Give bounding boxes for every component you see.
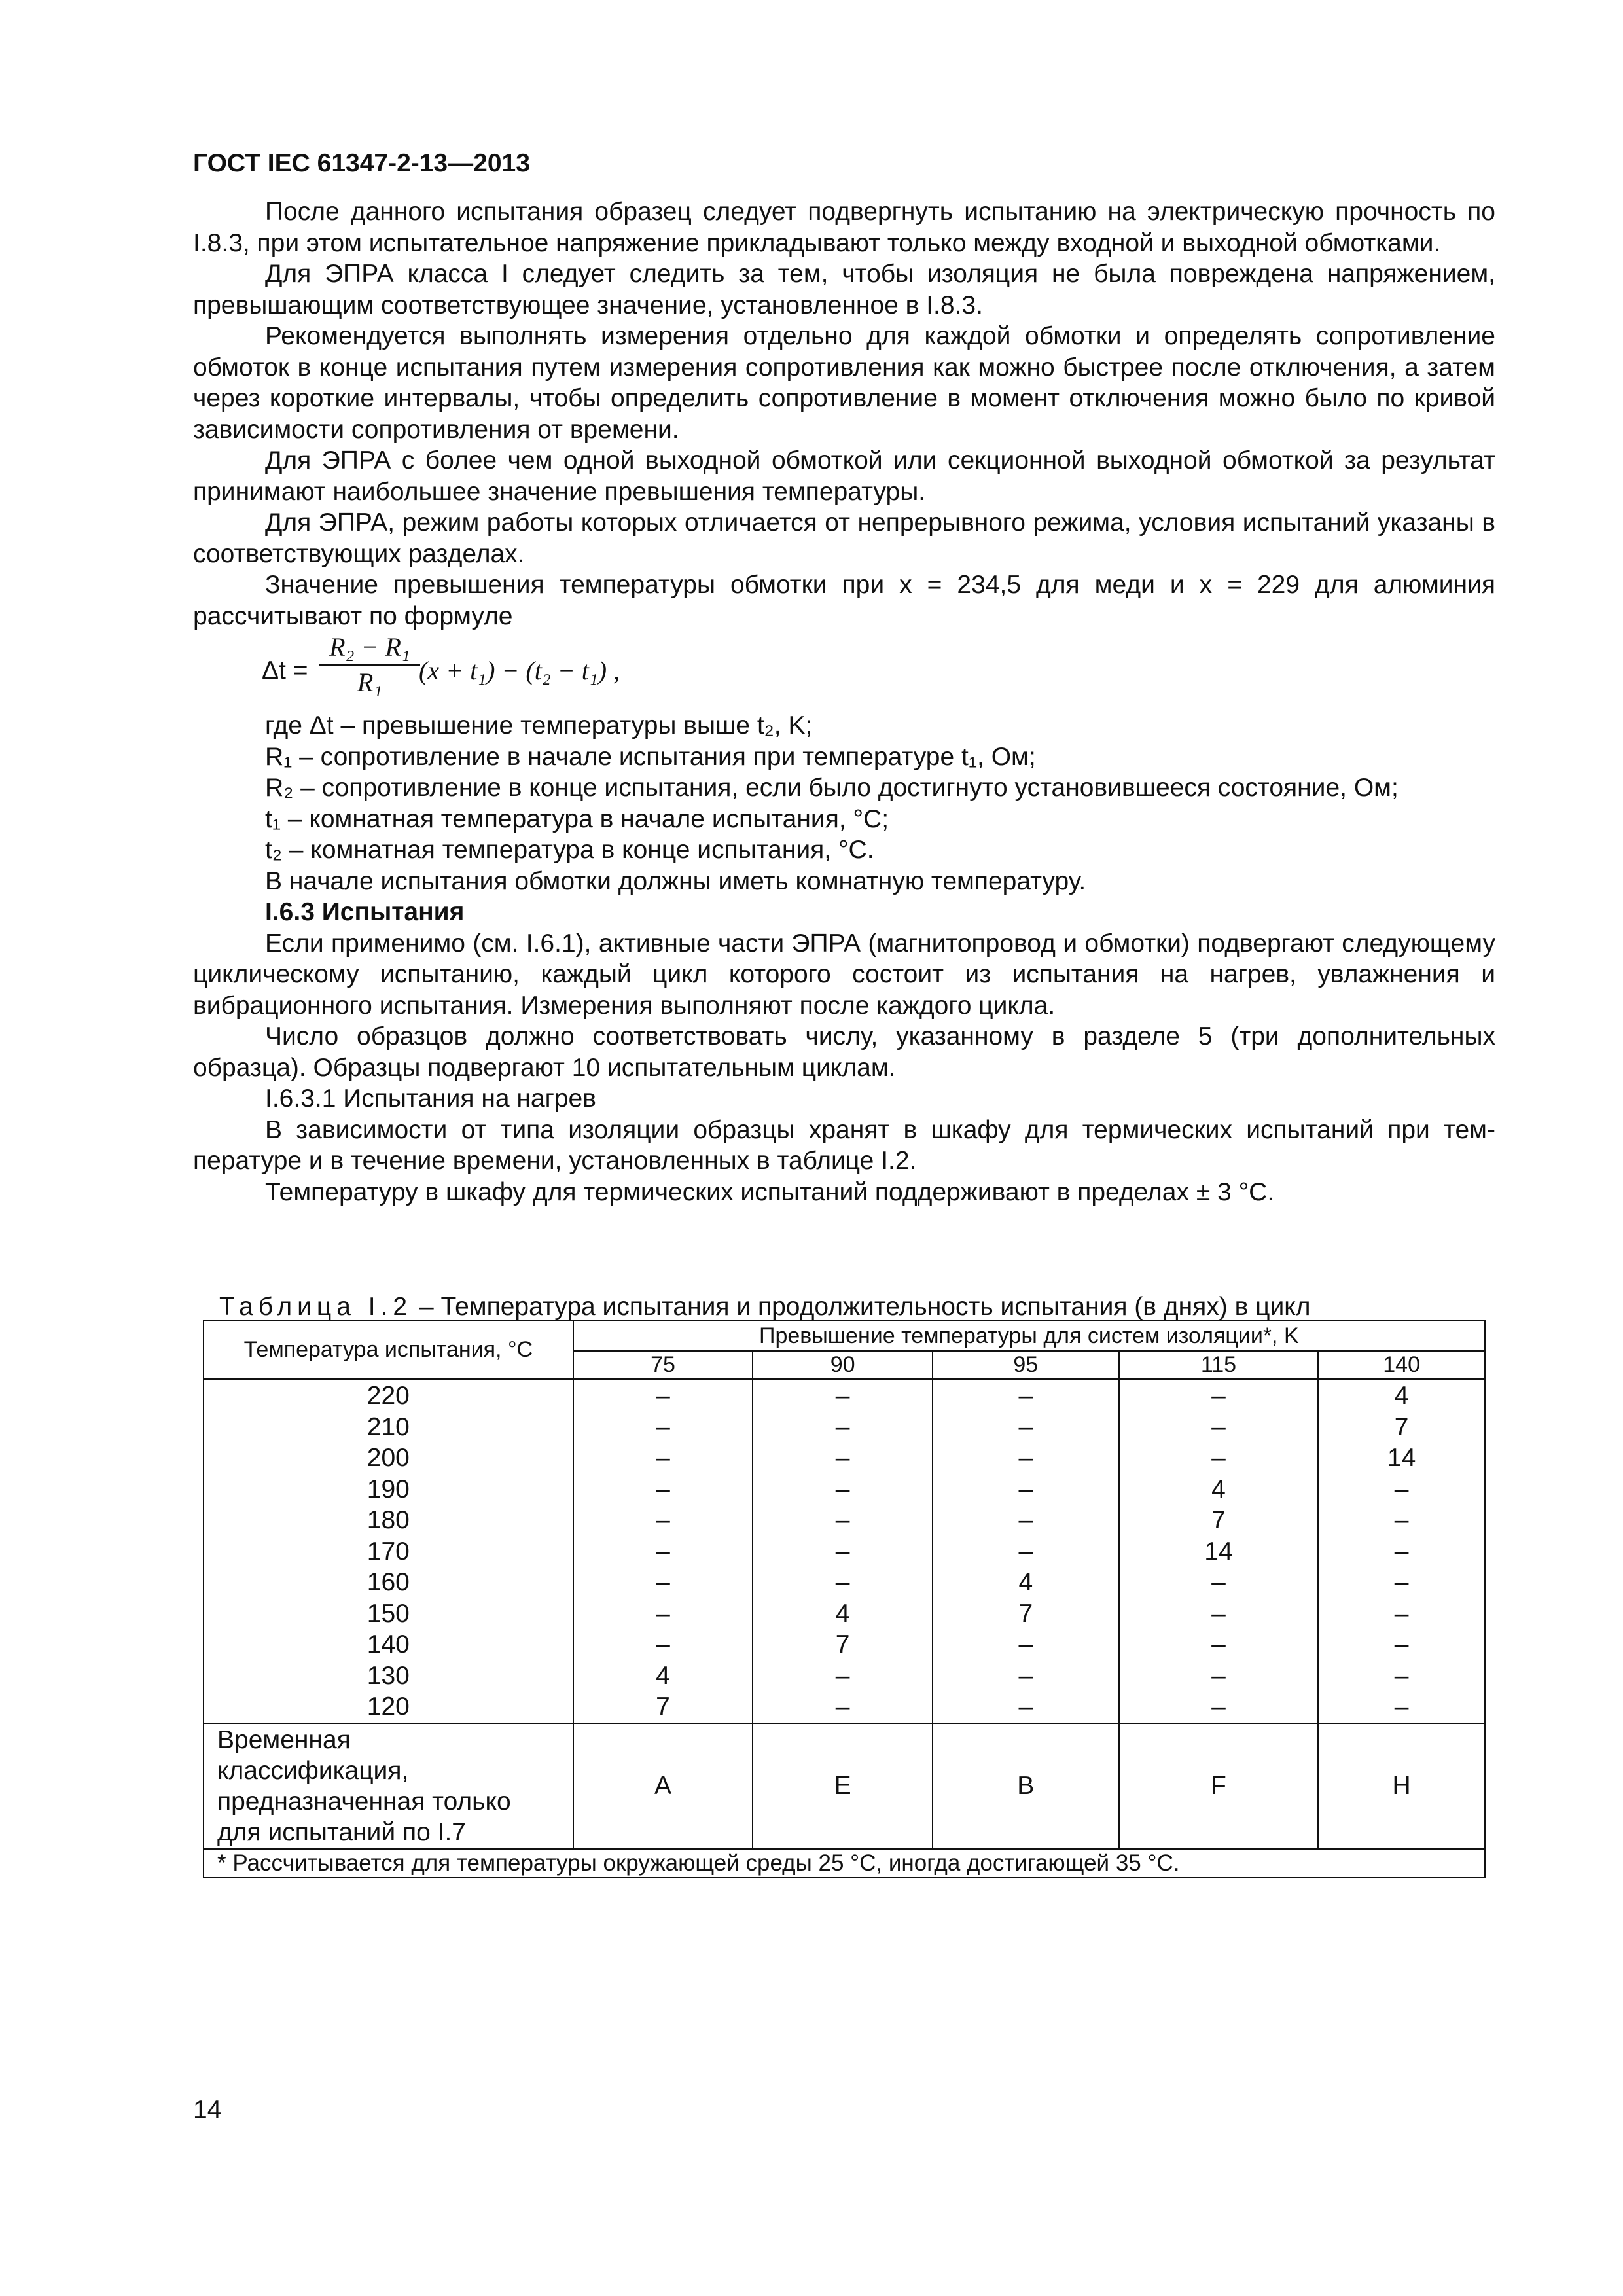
- row-days: 7: [1318, 1412, 1485, 1443]
- table-row: [204, 1474, 1485, 1505]
- row-temperature: 150: [204, 1598, 573, 1630]
- row-temperature: 140: [204, 1629, 573, 1660]
- row-days: –: [1119, 1598, 1319, 1630]
- col-header-temperature: Температура испытания, °C: [204, 1321, 573, 1379]
- definition: R₂ – сопротивление в конце испытания, если было достигнуто установившееся состояние, Ом;: [265, 774, 1399, 802]
- formula-numerator: R₂ − R₁: [329, 632, 410, 662]
- row-days: –: [1318, 1536, 1485, 1568]
- row-days: –: [933, 1660, 1119, 1692]
- row-days: 4: [1318, 1379, 1485, 1412]
- row-days: –: [753, 1536, 933, 1568]
- row-days: –: [1318, 1505, 1485, 1536]
- page-number: 14: [193, 2096, 222, 2124]
- paragraph: Для ЭПРА с более чем одной выходной обмоткой или секционной выходной обмоткой за результат принимают наибольшее значение превышения температуры.: [193, 446, 1495, 506]
- row-temperature: 210: [204, 1412, 573, 1443]
- section-heading: I.6.3 Испытания: [265, 898, 465, 926]
- row-days: –: [753, 1412, 933, 1443]
- temperature-table: [203, 1320, 1486, 1878]
- row-days: –: [573, 1629, 753, 1660]
- fraction-bar: [319, 664, 420, 666]
- row-days: –: [933, 1536, 1119, 1568]
- table-row: [204, 1379, 1485, 1412]
- formula-fraction: [314, 632, 425, 698]
- row-days: –: [1119, 1379, 1319, 1412]
- row-days: –: [1119, 1660, 1319, 1692]
- definition: t₂ – комнатная температура в конце испытания, °C.: [265, 836, 874, 864]
- row-days: 14: [1119, 1536, 1319, 1568]
- formula-lhs: Δt =: [262, 656, 308, 685]
- definition: t₁ – комнатная температура в начале испытания, °C;: [265, 804, 889, 833]
- paragraph: Если применимо (см. I.6.1), активные части ЭПРА (магнитопровод и обмотки) подвергают следующему циклическому испытанию, каждый цикл которого состоит из испытания на нагрев, увлажнения и вибрационного испытания. Измерения выполняют после каждого цикла.: [193, 929, 1495, 1020]
- row-days: –: [573, 1598, 753, 1630]
- row-days: –: [1318, 1691, 1485, 1723]
- classification-row: [204, 1723, 1485, 1849]
- table-row: [204, 1412, 1485, 1443]
- class-value: H: [1318, 1723, 1485, 1849]
- row-days: –: [753, 1379, 933, 1412]
- row-days: –: [573, 1474, 753, 1505]
- row-days: –: [1318, 1598, 1485, 1630]
- row-days: –: [933, 1412, 1119, 1443]
- table-row: [204, 1629, 1485, 1660]
- row-days: –: [1119, 1412, 1319, 1443]
- row-days: –: [1119, 1567, 1319, 1598]
- table-row: [204, 1567, 1485, 1598]
- row-temperature: 200: [204, 1443, 573, 1474]
- table-row: [204, 1505, 1485, 1536]
- paragraph: Для ЭПРА, режим работы которых отличается от непрерывного режима, условия испытаний указаны в соответствующих разделах.: [193, 509, 1495, 568]
- subsection-heading: I.6.3.1 Испытания на нагрев: [265, 1085, 596, 1113]
- paragraph: Для ЭПРА класса I следует следить за тем, чтобы изоляция не была повреждена напряжением, превышающим соответствующее значение, установленное в I.8.3.: [193, 260, 1495, 319]
- class-value: B: [933, 1723, 1119, 1849]
- row-days: –: [573, 1412, 753, 1443]
- row-days: –: [933, 1505, 1119, 1536]
- col-subheader: 95: [933, 1351, 1119, 1379]
- definition: R₁ – сопротивление в начале испытания при температуре t₁, Ом;: [265, 742, 1036, 771]
- definition: В начале испытания обмотки должны иметь комнатную температуру.: [265, 867, 1086, 895]
- formula-rhs: (x + t₁) − (t₂ − t₁) ,: [419, 656, 620, 685]
- table-caption-text: – Температура испытания и продолжительность испытания (в днях) в цикл: [412, 1293, 1311, 1321]
- row-days: –: [1318, 1629, 1485, 1660]
- formula-denominator: R₁: [357, 668, 383, 697]
- col-subheader: 115: [1119, 1351, 1319, 1379]
- document-code: ГОСТ IEC 61347-2-13—2013: [193, 149, 530, 177]
- table-row: [204, 1598, 1485, 1630]
- col-subheader: 90: [753, 1351, 933, 1379]
- body-text: [193, 196, 1495, 1208]
- row-days: –: [1119, 1443, 1319, 1474]
- row-days: 7: [573, 1691, 753, 1723]
- paragraph: Число образцов должно соответствовать числу, указанному в разделе 5 (три дополнительных образца). Образцы подвергают 10 испытательным циклам.: [193, 1022, 1495, 1082]
- table-row: [204, 1691, 1485, 1723]
- class-value: A: [573, 1723, 753, 1849]
- row-temperature: 160: [204, 1567, 573, 1598]
- row-temperature: 220: [204, 1379, 573, 1412]
- col-subheader: 140: [1318, 1351, 1485, 1379]
- table-footnote: * Рассчитывается для температуры окружающей среды 25 °C, иногда достигающей 35 °C.: [204, 1849, 1485, 1878]
- table-row: [204, 1536, 1485, 1568]
- row-days: 14: [1318, 1443, 1485, 1474]
- row-days: 4: [933, 1567, 1119, 1598]
- paragraph: В зависимости от типа изоляции образцы хранят в шкафу для термических испытаний при температуре и в течение времени, установленных в таблице I.2.: [193, 1115, 1495, 1175]
- row-days: –: [933, 1691, 1119, 1723]
- row-days: 4: [1119, 1474, 1319, 1505]
- row-days: –: [933, 1443, 1119, 1474]
- row-days: 7: [1119, 1505, 1319, 1536]
- row-days: –: [753, 1567, 933, 1598]
- table-caption: [219, 1293, 1311, 1321]
- row-days: 7: [753, 1629, 933, 1660]
- row-days: 7: [933, 1598, 1119, 1630]
- row-days: –: [573, 1567, 753, 1598]
- col-subheader: 75: [573, 1351, 753, 1379]
- row-days: –: [933, 1379, 1119, 1412]
- row-days: –: [1119, 1691, 1319, 1723]
- row-days: –: [1318, 1567, 1485, 1598]
- paragraph: После данного испытания образец следует подвергнуть испытанию на электрическую прочность по I.8.3, при этом испытательное напряжение прикладывают только между входной и выходной обмотками.: [193, 198, 1495, 257]
- row-days: –: [573, 1536, 753, 1568]
- class-value: E: [753, 1723, 933, 1849]
- row-days: –: [753, 1505, 933, 1536]
- row-temperature: 180: [204, 1505, 573, 1536]
- footnote-row: [204, 1849, 1485, 1878]
- row-days: 4: [753, 1598, 933, 1630]
- row-days: –: [753, 1443, 933, 1474]
- row-days: –: [933, 1474, 1119, 1505]
- row-days: –: [753, 1474, 933, 1505]
- row-days: –: [1119, 1629, 1319, 1660]
- row-temperature: 170: [204, 1536, 573, 1568]
- row-days: –: [1318, 1474, 1485, 1505]
- paragraph: Значение превышения температуры обмотки при x = 234,5 для меди и x = 229 для алюминия рассчитывают по формуле: [193, 571, 1495, 630]
- table-caption-label: Таблица I.2: [219, 1293, 413, 1321]
- class-value: F: [1119, 1723, 1319, 1849]
- row-days: –: [1318, 1660, 1485, 1692]
- table-row: [204, 1443, 1485, 1474]
- row-days: –: [933, 1629, 1119, 1660]
- classification-label: Временная классификация, предназначенная только для испытаний по I.7: [204, 1723, 573, 1849]
- row-temperature: 130: [204, 1660, 573, 1692]
- row-days: –: [573, 1379, 753, 1412]
- row-days: –: [753, 1660, 933, 1692]
- row-days: –: [753, 1691, 933, 1723]
- paragraph: Рекомендуется выполнять измерения отдельно для каждой обмотки и определять сопротивление обмоток в конце испытания путем измерения сопротивления как можно быстрее после отключения, а затем через короткие интервалы, чтобы определить сопротивление в момент отключения можно было по кривой зависимости сопротивления от времени.: [193, 322, 1495, 444]
- col-header-group: Превышение температуры для систем изоляции*, K: [573, 1321, 1485, 1351]
- definition: где Δt – превышение температуры выше t₂, K;: [265, 711, 813, 740]
- row-days: –: [573, 1443, 753, 1474]
- formula: [193, 632, 1495, 710]
- row-temperature: 190: [204, 1474, 573, 1505]
- row-days: –: [573, 1505, 753, 1536]
- row-days: 4: [573, 1660, 753, 1692]
- paragraph: Температуру в шкафу для термических испытаний поддерживают в пределах ± 3 °C.: [265, 1177, 1275, 1206]
- row-temperature: 120: [204, 1691, 573, 1723]
- table-row: [204, 1660, 1485, 1692]
